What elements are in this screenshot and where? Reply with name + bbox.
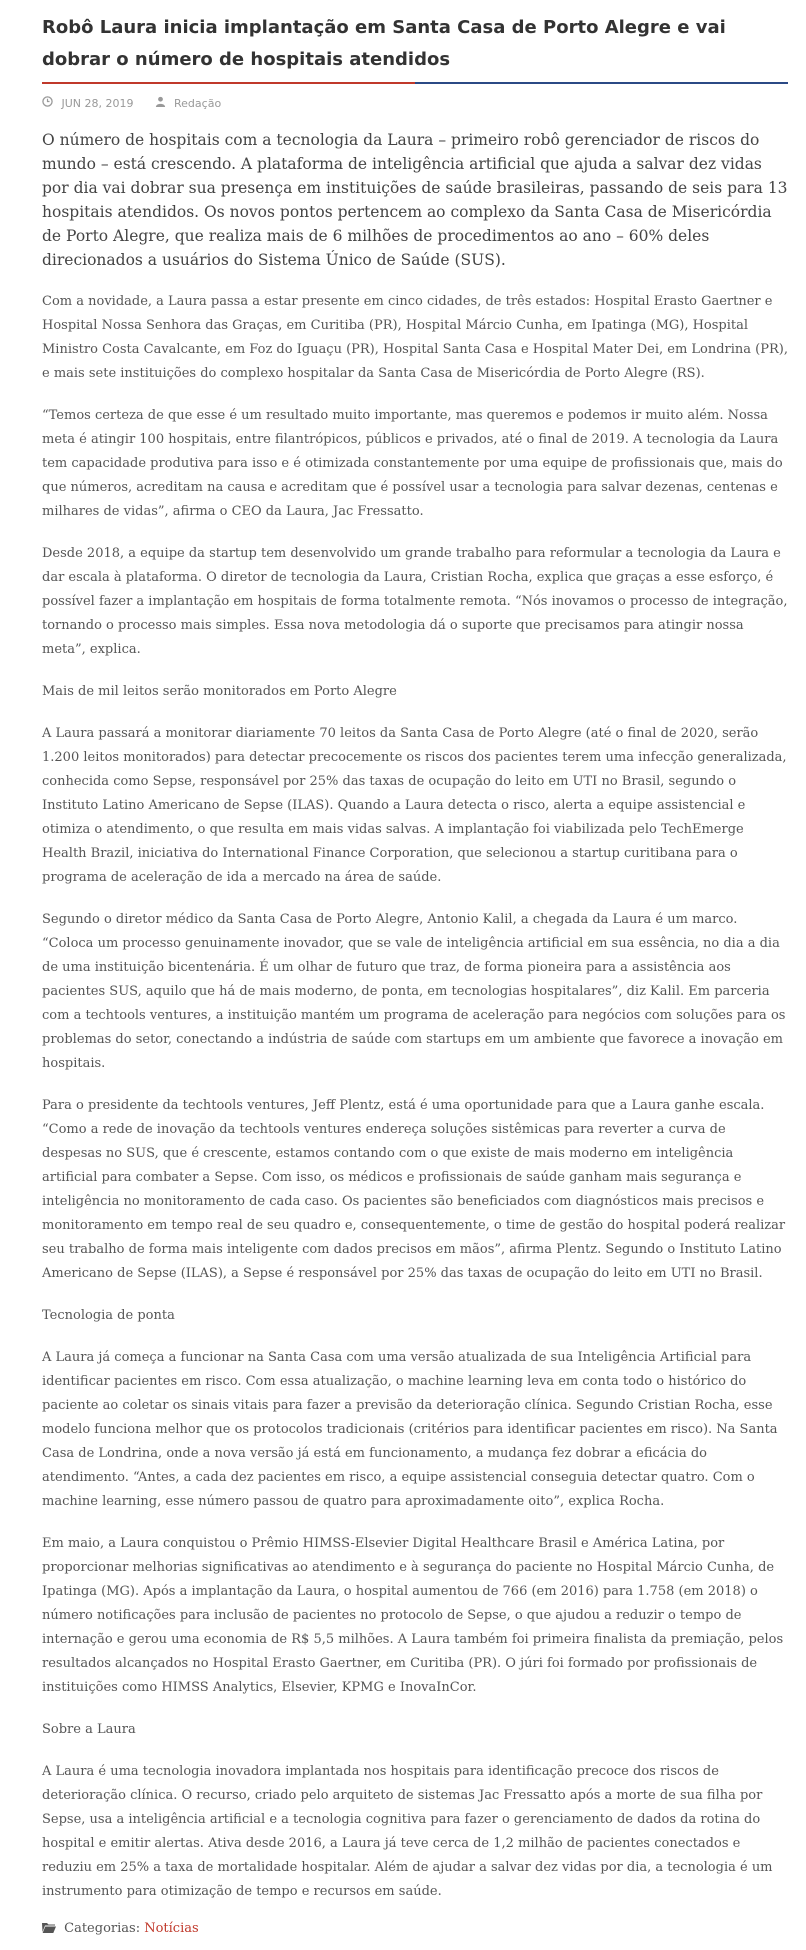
user-icon — [155, 96, 171, 112]
title-divider — [42, 82, 788, 84]
article-lead: O número de hospitais com a tecnologia da Laura – primeiro robô gerenciador de riscos do mundo – está crescendo. A plataforma de inteligência artificial que ajuda a salvar dez vidas por dia vai dobrar sua presença em instituições de saúde brasileiras, passando de seis para 13 hospitais atendidos. Os novos pontos pertencem ao complexo da Santa Casa de Misericórdia de Porto Alegre, que realiza mais de 6 milhões de procedimentos ao ano – 60% deles direcionados a usuários do Sistema Único de Saúde (SUS). — [42, 131, 788, 269]
section-heading: Mais de mil leitos serão monitorados em Porto Alegre — [42, 684, 397, 699]
paragraph: Desde 2018, a equipe da startup tem desenvolvido um grande trabalho para reformular a tecnologia da Laura e dar escala à plataforma. O diretor de tecnologia da Laura, Cristian Rocha, explica que graças a esse esforço, é possível fazer a implantação em hospitais de forma totalmente remota. “Nós inovamos o processo de integração, tornando o processo mais simples. Essa nova metodologia dá o suporte que precisamos para atingir nossa meta”, explica. — [42, 546, 788, 657]
paragraph: A Laura já começa a funcionar na Santa Casa com uma versão atualizada de sua Inteligência Artificial para identificar pacientes em risco. Com essa atualização, o machine learning leva em conta todo o histórico do paciente ao coletar os sinais vitais para fazer a previsão da deterioração clínica. Segundo Cristian Rocha, esse modelo funciona melhor que os protocolos tradicionais (critérios para identificar pacientes em risco). Na Santa Casa de Londrina, onde a nova versão já está em funcionamento, a mudança fez dobrar a eficácia do atendimento. “Antes, a cada dez pacientes em risco, a equipe assistencial conseguia detectar quatro. Com o machine learning, esse número passou de quatro para aproximadamente oito”, explica Rocha. — [42, 1350, 778, 1509]
section-heading: Sobre a Laura — [42, 1722, 136, 1737]
folder-icon — [42, 1921, 64, 1936]
article — [42, 0, 788, 1940]
article-meta — [42, 96, 788, 112]
clock-icon — [42, 96, 58, 112]
paragraph: Segundo o diretor médico da Santa Casa de Porto Alegre, Antonio Kalil, a chegada da Laura é um marco. “Coloca um processo genuinamente inovador, que se vale de inteligência artificial em sua essência, no dia a dia de uma instituição bicentenária. É um olhar de futuro que traz, de forma pioneira para a assistência aos pacientes SUS, aquilo que há de mais moderno, de ponta, em tecnologias hospitalares”, diz Kalil. Em parceria com a techtools ventures, a instituição mantém um programa de aceleração para negócios com soluções para os problemas do setor, conectando a indústria de saúde com startups em um ambiente que favorece a inovação em hospitais. — [42, 912, 786, 1071]
article-author[interactable]: Redação — [174, 97, 222, 110]
category-link[interactable]: Notícias — [144, 1921, 199, 1936]
article-date: JUN 28, 2019 — [61, 97, 134, 110]
paragraph: Em maio, a Laura conquistou o Prêmio HIMSS-Elsevier Digital Healthcare Brasil e América Latina, por proporcionar melhorias significativas ao atendimento e à segurança do paciente no Hospital Márcio Cunha, de Ipatinga (MG). Após a implantação da Laura, o hospital aumentou de 766 (em 2016) para 1.758 (em 2018) o número notificações para inclusão de pacientes no protocolo de Sepse, o que ajudou a reduzir o tempo de internação e gerou uma economia de R$ 5,5 milhões. A Laura também foi primeira finalista da premiação, pelos resultados alcançados no Hospital Erasto Gaertner, em Curitiba (PR). O júri foi formado por profissionais de instituições como HIMSS Analytics, Elsevier, KPMG e InovaInCor. — [42, 1536, 784, 1695]
paragraph: A Laura é uma tecnologia inovadora implantada nos hospitais para identificação precoce dos riscos de deterioração clínica. O recurso, criado pelo arquiteto de sistemas Jac Fressatto após a morte de sua filha por Sepse, usa a inteligência artificial e a tecnologia cognitiva para fazer o gerenciamento de dados da rotina do hospital e emitir alertas. Ativa desde 2016, a Laura já teve cerca de 1,2 milhão de pacientes conectados e reduziu em 25% a taxa de mortalidade hospitalar. Além de ajudar a salvar dez vidas por dia, a tecnologia é um instrumento para otimização de tempo e recursos em saúde. — [42, 1764, 773, 1899]
paragraph: Com a novidade, a Laura passa a estar presente em cinco cidades, de três estados: Hospital Erasto Gaertner e Hospital Nossa Senhora das Graças, em Curitiba (PR), Hospital Márcio Cunha, em Ipatinga (MG), Hospital Ministro Costa Cavalcante, em Foz do Iguaçu (PR), Hospital Santa Casa e Hospital Mater Dei, em Londrina (PR), e mais sete instituições do complexo hospitalar da Santa Casa de Misericórdia de Porto Alegre (RS). — [42, 294, 788, 381]
article-title: Robô Laura inicia implantação em Santa Casa de Porto Alegre e vai dobrar o número de hospitais atendidos — [42, 17, 726, 70]
article-categories — [42, 1918, 788, 1940]
categories-label: Categorias: — [64, 1921, 141, 1936]
paragraph: A Laura passará a monitorar diariamente 70 leitos da Santa Casa de Porto Alegre (até o final de 2020, serão 1.200 leitos monitorados) para detectar precocemente os riscos dos pacientes terem uma infecção generalizada, conhecida como Sepse, responsável por 25% das taxas de ocupação do leito em UTI no Brasil, segundo o Instituto Latino Americano de Sepse (ILAS). Quando a Laura detecta o risco, alerta a equipe assistencial e otimiza o atendimento, o que resulta em mais vidas salvas. A implantação foi viabilizada pelo TechEmerge Health Brazil, iniciativa do International Finance Corporation, que selecionou a startup curitibana para o programa de aceleração de ida a mercado na área de saúde. — [42, 726, 787, 885]
section-heading: Tecnologia de ponta — [42, 1308, 175, 1323]
paragraph: Para o presidente da techtools ventures, Jeff Plentz, está é uma oportunidade para que a Laura ganhe escala. “Como a rede de inovação da techtools ventures endereça soluções sistêmicas para reverter a curva de despesas no SUS, que é crescente, estamos contando com o que existe de mais moderno em inteligência artificial para combater a Sepse. Com isso, os médicos e profissionais de saúde ganham mais segurança e inteligência no monitoramento de cada caso. Os pacientes são beneficiados com diagnósticos mais precisos e monitoramento em tempo real de seu quadro e, consequentemente, o time de gestão do hospital poderá realizar seu trabalho de forma mais inteligente com dados precisos em mãos”, afirma Plentz. Segundo o Instituto Latino Americano de Sepse (ILAS), a Sepse é responsável por 25% das taxas de ocupação do leito em UTI no Brasil. — [42, 1098, 786, 1281]
paragraph: “Temos certeza de que esse é um resultado muito importante, mas queremos e podemos ir muito além. Nossa meta é atingir 100 hospitais, entre filantrópicos, públicos e privados, até o final de 2019. A tecnologia da Laura tem capacidade produtiva para isso e é otimizada constantemente por uma equipe de profissionais que, mais do que números, acreditam na causa e acreditam que é possível usar a tecnologia para salvar dezenas, centenas e milhares de vidas”, afirma o CEO da Laura, Jac Fressatto. — [42, 408, 783, 519]
